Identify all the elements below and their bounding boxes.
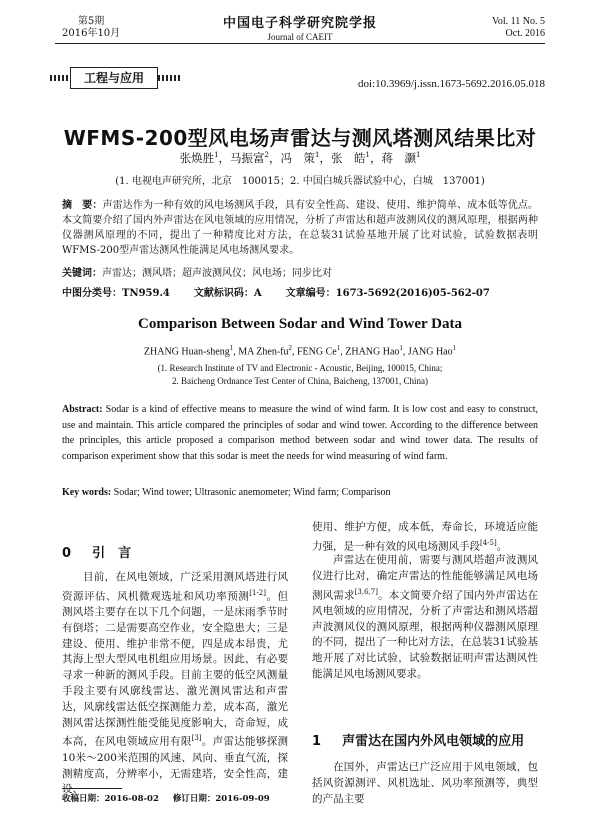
title-cn: WFMS-200型风电场声雷达与测风塔测风结果比对: [63, 126, 537, 150]
author-cn: 张 皓: [330, 151, 366, 165]
author-en: FENG Ce: [297, 346, 337, 358]
affiliation-cn: (1. 电视电声研究所，北京 100015；2. 中国白城兵器试验中心，白城 137001): [115, 176, 485, 187]
keywords-en-text: Sodar; Wind tower; Ultrasonic anemometer; Wind farm; Comparison: [113, 487, 391, 498]
header-right: [492, 16, 545, 40]
keywords-en-label: Key words:: [62, 487, 112, 498]
authors-cn: 张焕胜$^1$，马振富$^2$，冯 策$^1$，张 皓$^1$，蒋 灏$^1$: [179, 151, 421, 165]
section-0-body: [62, 570, 288, 798]
right-col-para2: [312, 553, 538, 683]
abstract-en-text: Sodar is a kind of effective means to measure the wind of wind farm. It is low cost and easy to construct, use and maintain. This article compared the principles of sodar and wind tower. According to the difference between the principles, this article proposed a comparison method between sodar and wind tower data. The results of comparison experiment show that this sodar is meet the needs for wind measuring of wind farm.: [62, 404, 539, 462]
author-sup: 1: [365, 151, 370, 160]
affiliation-en-line1: (1. Research Institute of TV and Electronic - Acoustic, Beijing, 100015, China;: [157, 363, 443, 373]
doc-code: 文献标识码：A: [193, 288, 262, 299]
author-cn: 马振富: [230, 151, 265, 165]
section-1-number: 1: [312, 734, 322, 749]
title-en: Comparison Between Sodar and Wind Tower Data: [138, 316, 462, 332]
abstract-en: [62, 402, 538, 464]
author-sup: 1: [415, 151, 421, 160]
affiliation-en-line2: 2. Baicheng Ordnance Test Center of China, Baicheng, 137001, China): [172, 376, 428, 386]
section-1-heading: [312, 730, 524, 749]
keywords-cn-text: 声雷达；测风塔；超声波测风仪；风电场；同步比对: [102, 268, 332, 279]
authors-en: ZHANG Huan-sheng$^1$, MA Zhen-$fu^2$, FENG Ce$^1$, ZHANG Hao$^1$, JANG Hao$^1$: [143, 344, 457, 358]
para-text: 。: [496, 540, 508, 553]
section-0-title: 引 言: [92, 546, 132, 561]
right-col-para1: [312, 520, 538, 555]
abstract-cn: [62, 198, 538, 258]
keywords-en: [62, 487, 391, 498]
author-en: JANG Hao: [407, 346, 453, 358]
author-sup: 1: [315, 151, 320, 160]
author-sup: 1: [229, 344, 234, 352]
article-number: 文章编号：1673-5692(2016)05-562-07: [285, 288, 490, 299]
para-text: 。本文简要介绍了国内外声雷达在风电领域的应用情况，分析了声雷达和测风塔超声波测风仪的测风原理，根据两种仪器测风原理的不同，提出了一种比对方法，在总装31试验基地开展了对比试验，试验数据证明声雷达测风性能满足风电场测风要求。: [312, 589, 539, 681]
section-0-number: 0: [62, 546, 72, 561]
para-text: 。但测风塔主要存在以下几个问题，一是床雨季节时有倒塔；二是需要高空作业，安全隐患大；三是建设、使用、维护非常不便，四是成本昂贵，尤其海上型大型风电机组应用场景。因此，有必要寻求一种新的测风手段。目前主要的低空风测量手段主要有风廓线雷达、激光测风雷达和声雷达，风廓线雷达低空探测能力差，成本高，激光测风雷达探测性能受能见度影响大，奇命短，成本高，在风电领域应用有限: [62, 590, 289, 748]
author-cn: 蒋 灏: [381, 151, 416, 165]
keywords-cn: [62, 267, 332, 281]
para-text: 。声雷达能够探测10米～200米范围的风速、风向、垂直气流，探测精度高，分辨率小，无需建塔，安全性高，建设、: [62, 735, 289, 796]
header-rule: [55, 43, 545, 44]
clc-number: 中图分类号：TN959.4: [62, 288, 170, 299]
author-cn: 张焕胜: [179, 151, 215, 165]
section-tag-label: 工程与应用: [70, 67, 158, 89]
right-col-para3: 在国外，声雷达已广泛应用于风电领域，包括风资源测评、风机选址、风功率预测等，典型的产品主要: [312, 761, 538, 805]
issue-cn: 第5期: [77, 16, 105, 27]
para-text: 使用、维护方便，成本低，寿命长，环境适应能力强，是一种有效的风电场测风手段: [312, 521, 538, 553]
author-sup: 1: [452, 344, 457, 352]
author-sup: 1: [336, 344, 341, 352]
author-en: ZHANG Hao: [345, 346, 400, 358]
citation: [3,6,7]: [354, 587, 378, 596]
author-en: MA Zhen-fu: [238, 346, 289, 358]
journal-title-en: Journal of CAEIT: [267, 32, 333, 42]
author-cn: 冯 策: [280, 151, 316, 165]
doi: doi:10.3969/j.issn.1673-5692.2016.05.018: [357, 78, 545, 90]
section-tag: [50, 67, 182, 89]
date-cn: 2016年10月: [62, 28, 121, 39]
citation: [4-5]: [480, 538, 497, 547]
footnote-dates: [62, 792, 270, 804]
citation: [1-2]: [249, 588, 266, 597]
abstract-en-label: Abstract:: [62, 404, 103, 415]
abstract-cn-text: 声雷达作为一种有效的风电场测风手段，具有安全性高、建设、使用、维护简单、成本低等优点。本文简要介绍了国内外声雷达在风电领域的应用情况，分析了声雷达和超声波测风仪的测风原理，根据两种仪器测风原理的不同，提出了一种精度比对方法，在总装31试验基地开展了比对试验，试验数据表明WFMS-200型声雷达测风性能满足风电场测风要求。: [62, 200, 539, 256]
para-text: 目前，在风电领域，广泛采用测风塔进行风资源评估、风机微观选址和风功率预测: [62, 571, 288, 603]
received-date: 收稿日期：2016-08-02: [62, 794, 159, 804]
journal-title-cn: 中国电子科学研究院学报: [222, 16, 377, 31]
volume-en: Vol. 11 No. 5: [491, 16, 545, 27]
footnote-rule: [62, 788, 122, 789]
section-0-heading: [62, 542, 131, 561]
author-sup: 2: [288, 344, 292, 352]
section-1-title: 声雷达在国内外风电领域的应用: [342, 734, 525, 749]
abstract-cn-label: 摘 要：: [62, 200, 103, 211]
author-en: ZHANG Huan-sheng: [143, 346, 230, 358]
author-sup: 1: [214, 151, 219, 160]
classification-line: [62, 284, 490, 299]
citation: [3]: [191, 734, 202, 743]
date-en: Oct. 2016: [505, 28, 545, 39]
para-text: 声雷达在使用前，需要与测风塔超声波测风仪进行比对，确定声雷达的性能能够满足风电场测风需求: [312, 554, 538, 602]
author-sup: 1: [399, 344, 403, 352]
affiliation-en: [0, 362, 600, 388]
author-sup: 2: [264, 151, 270, 160]
keywords-cn-label: 关键词：: [62, 268, 102, 279]
revised-date: 修订日期：2016-09-09: [172, 794, 270, 804]
